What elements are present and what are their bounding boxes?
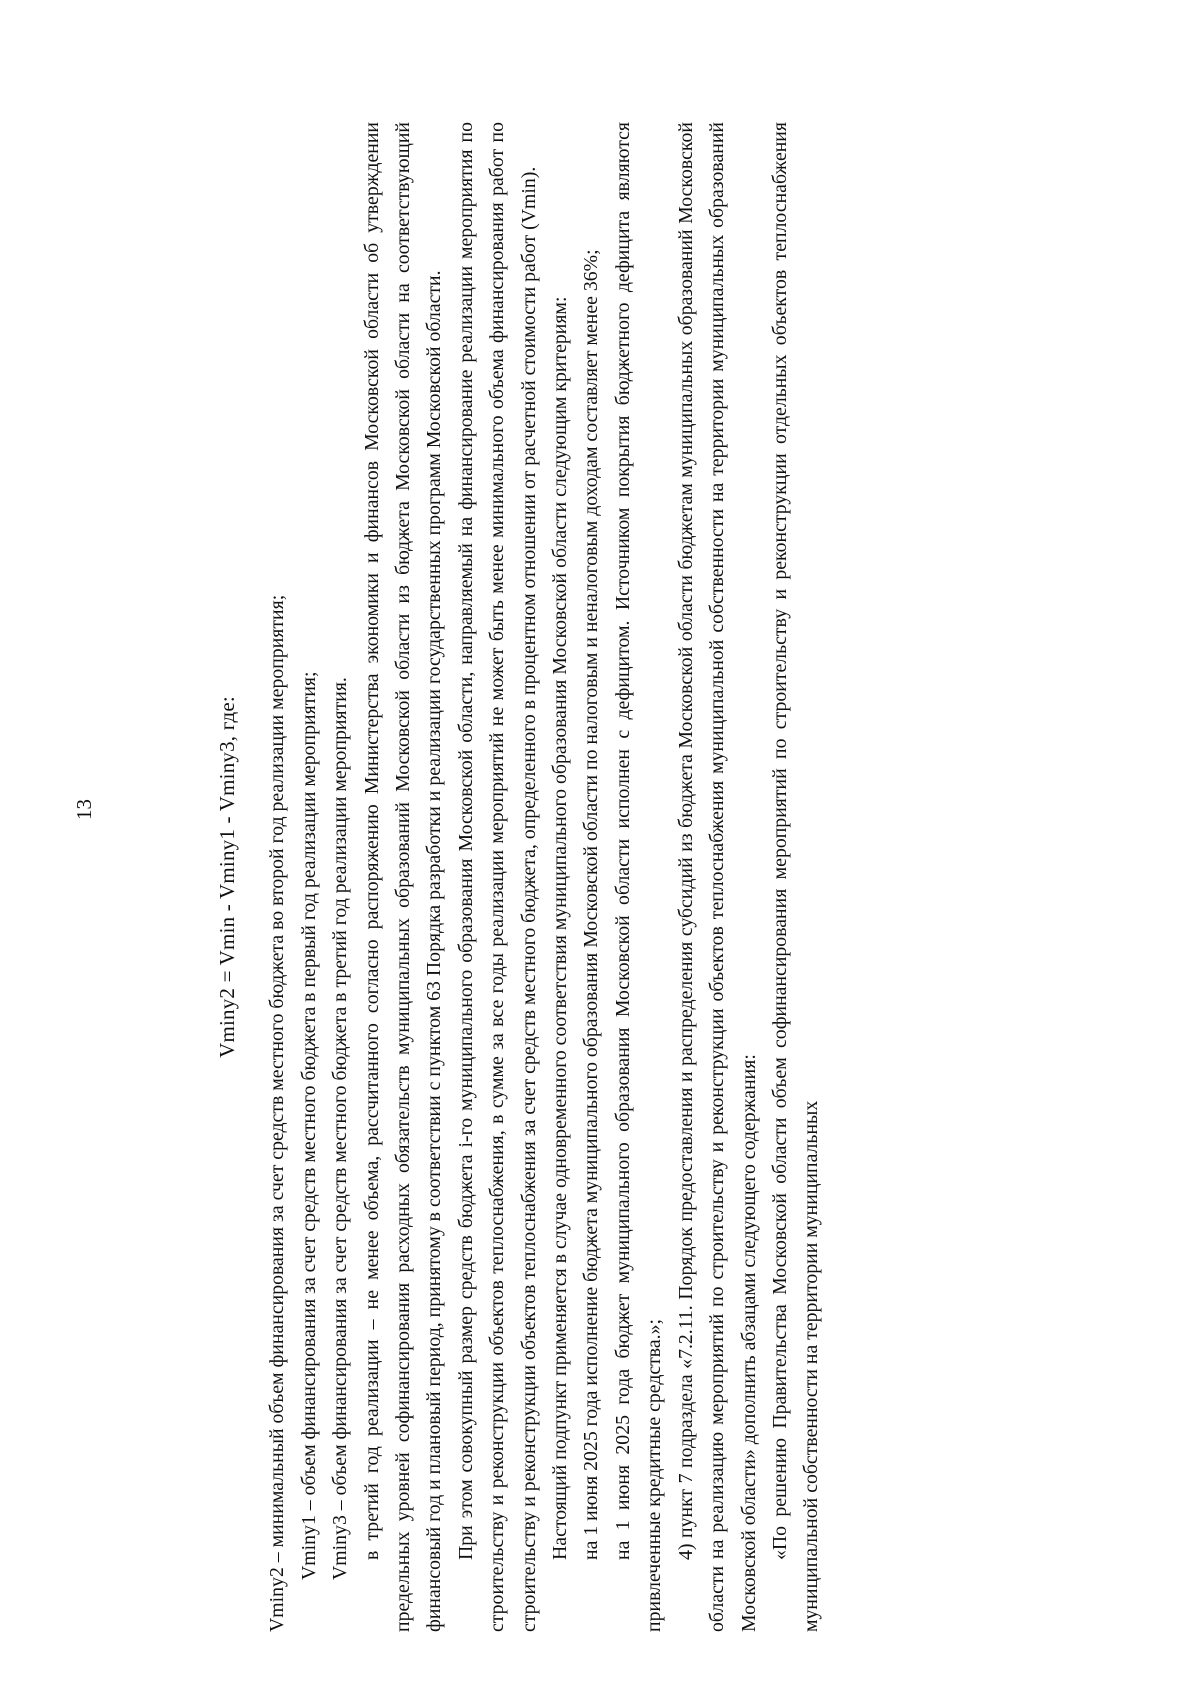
- page-number: 13: [72, 799, 96, 820]
- paragraph-item-4: 4) пункт 7 подраздела «7.2.11. Порядок предоставления и распределения субсидий из бюджета Московской области бюджетам муниципальных образований Московской области на реализацию мероприятий по строительству и реконструкции объектов теплоснабжения муниципальной собственности на территории муниципальных образований Московской области» дополнить абзацами следующего содержания:: [674, 122, 760, 1632]
- paragraph-total-funding: При этом совокупный размер средств бюджета i-го муниципального образования Московской области, направляемый на финансирование реализации мероприятия по строительству и реконструкции объектов теплоснабжения, в сумме за все годы реализации мероприятий не может быть менее минимального объема финансирования работ по строительству и реконструкции объектов теплоснабжения за счет средств местного бюджета, определенного в процентном отношении от расчетной стоимости работ (Vmin).: [454, 122, 540, 1632]
- paragraph-government-decision: «По решению Правительства Московской области объем софинансирования мероприятий по строительству и реконструкции отдельных объектов теплоснабжения муниципальной собственности на территории муниципальных: [768, 122, 823, 1632]
- paragraph-criterion-deficit: на 1 июня 2025 года бюджет муниципального образования Московской области исполнен с дефицитом. Источником покрытия бюджетного дефицита являются привлеченные кредитные средства.»;: [611, 122, 666, 1632]
- paragraph-vminy3-definition: Vminy3 – объем финансирования за счет средств местного бюджета в третий год реализации мероприятия.: [329, 677, 352, 1580]
- paragraph-third-year: в третий год реализации – не менее объема, рассчитанного согласно распоряжению Министерства экономики и финансов Московской области об утверждении предельных уровней софинансирования расходных обязательств муниципальных образований Московской области из бюджета Московской области на соответствующий финансовый год и плановый период, принятому в соответствии с пунктом 63 Порядка разработки и реализации государственных программ Московской области.: [360, 122, 446, 1632]
- paragraph-criterion-revenue: на 1 июня 2025 года исполнение бюджета муниципального образования Московской области по налоговым и неналоговым доходам составляет менее 36%;: [580, 249, 603, 1560]
- paragraph-criteria-intro: Настоящий подпункт применяется в случае одновременного соответствия муниципального образования Московской области следующим критериям:: [549, 296, 572, 1560]
- paragraph-vminy2-definition: Vminy2 – минимальный объем финансирования за счет средств местного бюджета во второй год реализации мероприятия;: [266, 594, 289, 1632]
- rotated-text-block: [212, 122, 828, 1632]
- formula-line: Vminy2 = Vmin - Vminy1 - Vminy3, где:: [215, 696, 239, 1058]
- paragraph-vminy1-definition: Vminy1 – объем финансирования за счет средств местного бюджета в первый год реализации мероприятия;: [297, 671, 320, 1580]
